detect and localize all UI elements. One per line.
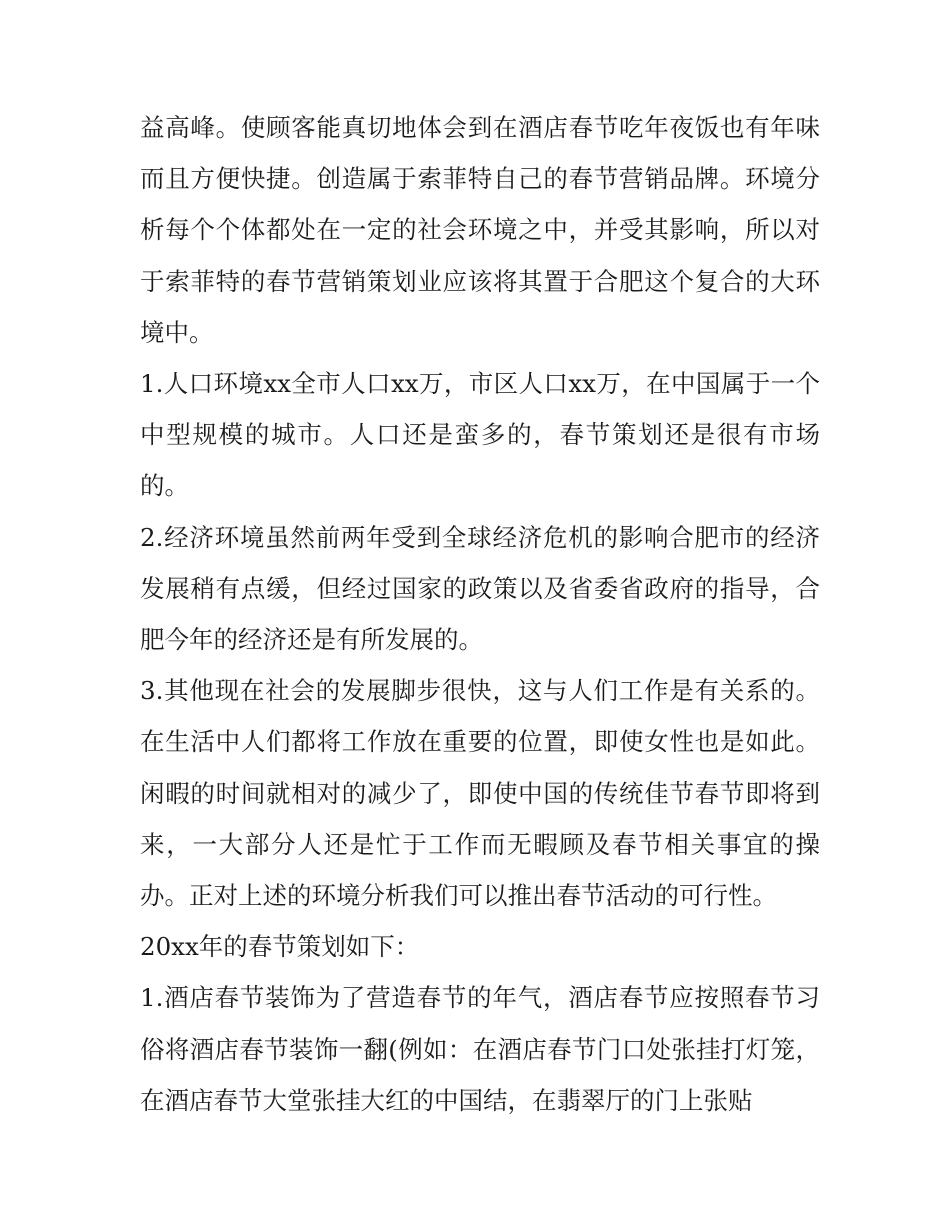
paragraph-other: 3.其他现在社会的发展脚步很快，这与人们工作是有关系的。在生活中人们都将工作放在重要的位置，即使女性也是如此。闲暇的时间就相对的减少了，即使中国的传统佳节春节即将到来，一大部分人还是忙于工作而无暇顾及春节相关事宜的操办。正对上述的环境分析我们可以推出春节活动的可行性。	[140, 676, 820, 911]
document-body	[140, 102, 820, 1126]
paragraph-population: 1.人口环境xx全市人口xx万，市区人口xx万，在中国属于一个中型规模的城市。人口还是蛮多的，春节策划还是很有市场的。	[140, 369, 820, 501]
paragraph-decoration: 1.酒店春节装饰为了营造春节的年气，酒店春节应按照春节习俗将酒店春节装饰一翻(例如：在酒店春节门口处张挂打灯笼，在酒店春节大堂张挂大红的中国结，在翡翠厅的门上张贴	[140, 983, 820, 1115]
paragraph-intro: 益高峰。使顾客能真切地体会到在酒店春节吃年夜饭也有年味而且方便快捷。创造属于索菲特自己的春节营销品牌。环境分析每个个体都处在一定的社会环境之中，并受其影响，所以对于索菲特的春节营销策划业应该将其置于合肥这个复合的大环境中。	[140, 113, 820, 347]
paragraph-plan-heading: 20xx年的春节策划如下：	[140, 932, 420, 962]
paragraph-economy: 2.经济环境虽然前两年受到全球经济危机的影响合肥市的经济发展稍有点缓，但经过国家的政策以及省委省政府的指导，合肥今年的经济还是有所发展的。	[140, 522, 820, 655]
